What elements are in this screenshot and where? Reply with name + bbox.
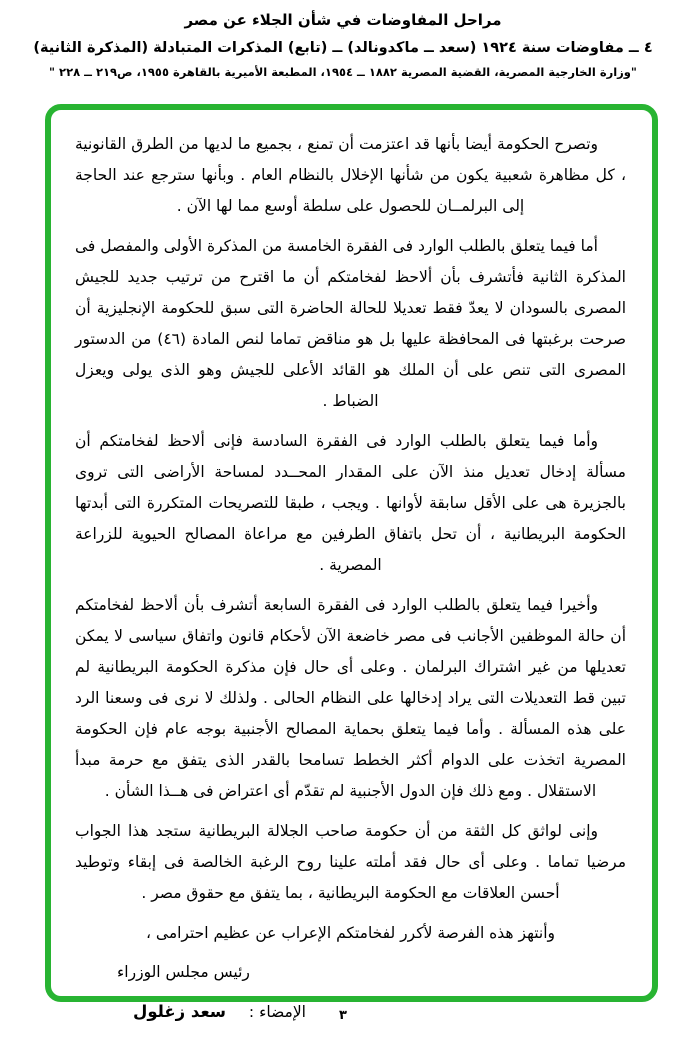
letter-paragraph: وتصرح الحكومة أيضا بأنها قد اعتزمت أن تمنع ، بجميع ما لديها من الطرق القانونية ، كل مظاهرة شعبية يكون من شأنها الإخلال بالنظام العام . وبأنها سترجع عند الحاجة إلى البرلمــان للحصول على سلطة أوسع مما لها الآن . xyxy=(75,135,626,215)
letter-paragraph: وإنى لواثق كل الثقة من أن حكومة صاحب الجلالة البريطانية ستجد هذا الجواب مرضيا تماما . وعلى أى حال فقد أملته علينا روح الرغبة الخالصة فى إبقاء وتوطيد أحسن العلاقات مع الحكومة البريطانية ، بما يتفق مع حقوق مصر . xyxy=(75,822,626,902)
signature-label: الإمضاء : xyxy=(248,1003,306,1021)
letter-frame xyxy=(45,104,658,1021)
closing-line: وأنتهز هذه الفرصة لأكرر لفخامتكم الإعراب عن عظيم احترامى ، xyxy=(145,924,556,942)
document-header xyxy=(0,11,686,79)
letter-paragraph: وأما فيما يتعلق بالطلب الوارد فى الفقرة السادسة فإنى ألاحظ لفخامتكم أن مسألة إدخال تعديل منذ الآن على المقدار المحــدد لمساحة الأراضى التى تروى بالجزيرة هى على الأقل سابقة لأوانها . ويجب ، طبقا للتصريحات المتكررة التى أبدتها الحكومة البريطانية ، أن تحل باتفاق الطرفين مع مراعاة المصالح الحيوية للزراعة المصرية . xyxy=(75,432,626,574)
signature-name: سعد زغلول xyxy=(133,1002,226,1021)
letter-paragraph: أما فيما يتعلق بالطلب الوارد فى الفقرة الخامسة من المذكرة الأولى والمفصل فى المذكرة الثانية فأتشرف بأن ألاحظ لفخامتكم أن ما اقترح من ترتيب جديد للجيش المصرى بالسودان لا يعدّ فقط تعديلا للحالة الحاضرة التى سبق للحكومة الإنجليزية أن صرحت برغبتها فى المحافظة عليها بل هو مناقض تماما لنص المادة (٤٦) من الدستور المصرى التى تنص على أن الملك هو القائد الأعلى للجيش وهو الذى يولى ويعزل الضباط . xyxy=(75,237,627,410)
page-title: مراحل المفاوضات في شأن الجلاء عن مصر xyxy=(184,11,502,29)
source-citation: "وزارة الخارجية المصرية، القضية المصرية ١٨٨٢ ــ ١٩٥٤، المطبعة الأميرية بالقاهرة ١٩٥٥، ص٢١٩ ــ ٢٢٨ " xyxy=(49,65,637,79)
signature-title: رئيس مجلس الوزراء xyxy=(117,963,250,981)
letter-paragraph: وأخيرا فيما يتعلق بالطلب الوارد فى الفقرة السابعة أتشرف بأن ألاحظ لفخامتكم أن حالة الموظفين الأجانب فى مصر خاضعة الآن لأحكام قانون واتفاق سياسى لا يمكن تعديلها من غير اشتراك البرلمان . وعلى أى حال فإن مذكرة الحكومة البريطانية لم تبين قط التعديلات التى يراد إدخالها على النظام الحالى . ولذلك لا نرى فى وسعنا الرد على هذه المسألة . وأما فيما يتعلق بحماية المصالح الأجنبية بوجه عام فإن الحكومة المصرية اتخذت على الدوام أكثر الخطط تسامحا بالقدر الذى يتفق مع حرمة مبدأ الاستقلال . ومع ذلك فإن الدول الأجنبية لم تقدّم أى اعتراض فى هــذا الشأن . xyxy=(75,596,626,800)
page-subtitle: ٤ ــ مفاوضات سنة ١٩٢٤ (سعد ــ ماكدونالد) ــ (تابع) المذكرات المتبادلة (المذكرة الثانية) xyxy=(33,40,653,56)
page-number: ٣ xyxy=(339,1008,347,1023)
